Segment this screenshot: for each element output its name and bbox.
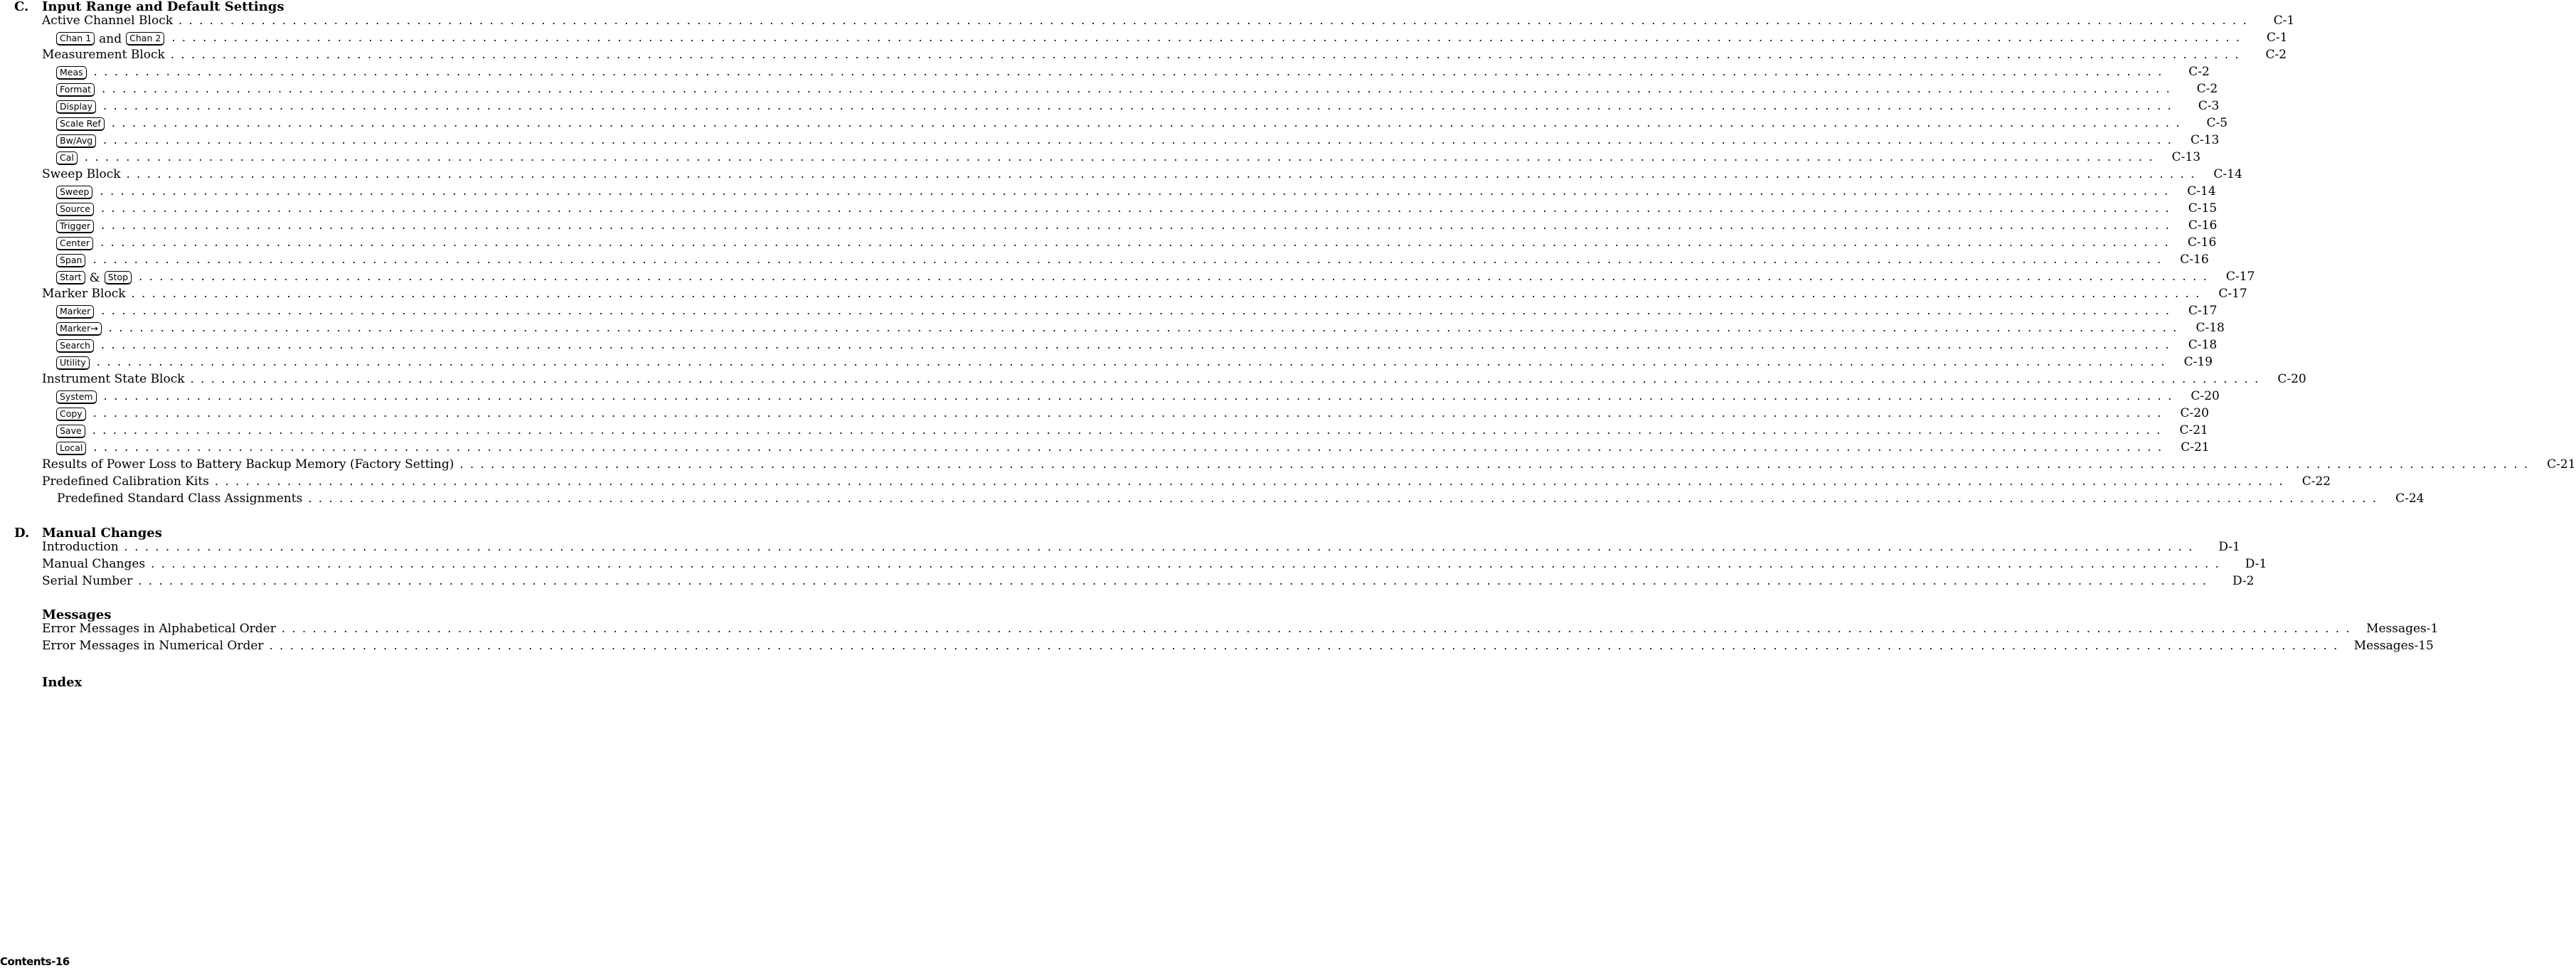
page-number: C-13: [2190, 133, 2220, 147]
dot-leader: ........................................................................................................................................................................................................: [92, 406, 2168, 420]
dot-leader: ........................................................................................................................................................................................................: [84, 150, 2160, 164]
hardkey-label: Meas: [56, 66, 87, 80]
entry-title: [56, 356, 91, 370]
hardkey-label: Chan 1: [56, 32, 95, 46]
dot-leader: ........................................................................................................................................................................................................: [103, 133, 2178, 147]
entry-title: [56, 117, 106, 131]
page-number: C-14: [2187, 184, 2216, 198]
entry-title: Error Messages in Alphabetical Order: [42, 622, 276, 636]
toc-entry[interactable]: [56, 269, 2255, 285]
page-number: C-21: [2547, 457, 2576, 472]
page-number: C-20: [2277, 372, 2306, 386]
section-title: Index: [42, 675, 83, 690]
hardkey-label: Sweep: [56, 186, 92, 199]
dot-leader: ........................................................................................................................................................................................................: [308, 491, 2383, 505]
dot-leader: ........................................................................................................................................................................................................: [214, 474, 2290, 488]
page-number: D-2: [2232, 574, 2255, 588]
dot-leader: ........................................................................................................................................................................................................: [171, 31, 2247, 44]
page-number: C-22: [2301, 474, 2331, 489]
page-number: C-13: [2171, 150, 2201, 164]
dot-leader: ........................................................................................................................................................................................................: [100, 201, 2176, 215]
page-number: C-18: [2196, 321, 2225, 335]
toc-entry[interactable]: [42, 539, 2240, 555]
entry-title: Manual Changes: [42, 557, 146, 571]
toc-entry[interactable]: [56, 81, 2218, 97]
dot-leader: ........................................................................................................................................................................................................: [111, 116, 2187, 129]
section-heading: [42, 676, 82, 690]
page-number: C-21: [2179, 423, 2208, 437]
dot-leader: ........................................................................................................................................................................................................: [179, 14, 2254, 27]
dot-leader: ........................................................................................................................................................................................................: [108, 321, 2183, 334]
entry-title: [56, 339, 95, 353]
dot-leader: ........................................................................................................................................................................................................: [100, 184, 2175, 198]
page-number: D-1: [2218, 540, 2240, 554]
toc-entry[interactable]: [57, 491, 2425, 506]
dot-leader: ........................................................................................................................................................................................................: [139, 270, 2214, 283]
page-number: C-14: [2213, 167, 2242, 181]
toc-entry[interactable]: [42, 47, 2287, 63]
toc-entry[interactable]: [56, 132, 2220, 148]
dot-leader: ........................................................................................................................................................................................................: [269, 639, 2344, 652]
page-number: C-2: [2265, 48, 2287, 62]
toc-entry[interactable]: [42, 457, 2576, 472]
toc-entry[interactable]: [42, 638, 2434, 654]
hardkey-label: Scale Ref: [56, 117, 105, 131]
entry-title: Predefined Calibration Kits: [42, 474, 209, 489]
toc-entry[interactable]: [56, 184, 2216, 199]
toc-entry[interactable]: [56, 320, 2225, 336]
entry-title: [56, 237, 95, 250]
dot-leader: ........................................................................................................................................................................................................: [281, 622, 2357, 635]
page-footer: Contents-16: [0, 955, 70, 968]
entry-title: [56, 408, 87, 421]
section-letter: C.: [14, 0, 29, 14]
hardkey-label: Display: [56, 100, 96, 114]
entry-title: [56, 220, 95, 233]
dot-leader: ........................................................................................................................................................................................................: [190, 372, 2265, 385]
entry-title: Sweep Block: [42, 167, 121, 181]
toc-entry[interactable]: [42, 286, 2247, 302]
entry-title: Active Channel Block: [42, 14, 174, 28]
hardkey-label: Copy: [56, 408, 86, 421]
hardkey-label: Span: [56, 254, 85, 267]
entry-title: Serial Number: [42, 574, 133, 588]
page-number: C-1: [2273, 14, 2295, 28]
page-number: C-19: [2183, 355, 2213, 369]
hardkey-label: Format: [56, 83, 95, 97]
page-number: Messages-1: [2366, 622, 2439, 636]
toc-entry[interactable]: [56, 422, 2208, 438]
toc-entry[interactable]: [56, 64, 2210, 80]
hardkey-label: Trigger: [56, 220, 94, 233]
toc-entry[interactable]: [42, 573, 2255, 589]
dot-leader: ........................................................................................................................................................................................................: [126, 167, 2201, 181]
dot-leader: ........................................................................................................................................................................................................: [138, 574, 2213, 587]
entry-title: Instrument State Block: [42, 372, 185, 386]
hardkey-label: Save: [56, 425, 85, 438]
entry-title: [56, 134, 97, 148]
dot-leader: ........................................................................................................................................................................................................: [92, 252, 2168, 266]
dot-leader: ........................................................................................................................................................................................................: [170, 48, 2246, 61]
page-number: C-16: [2180, 252, 2209, 267]
page-number: C-3: [2198, 99, 2220, 113]
toc-entry[interactable]: [42, 556, 2267, 572]
hardkey-label: Search: [56, 339, 94, 353]
hardkey-label: System: [56, 390, 97, 404]
toc-entry[interactable]: [56, 337, 2218, 353]
conjunction-text: and: [99, 31, 122, 46]
hardkey-label: Marker: [56, 305, 94, 319]
hardkey-label: Utility: [56, 356, 90, 370]
page-number: C-16: [2187, 235, 2217, 250]
dot-leader: ........................................................................................................................................................................................................: [131, 287, 2206, 300]
conjunction-text: &: [89, 270, 100, 285]
hardkey-label: Source: [56, 203, 94, 216]
hardkey-label: Center: [56, 237, 93, 250]
page-number: C-17: [2225, 270, 2255, 284]
section-title: Input Range and Default Settings: [42, 0, 284, 14]
entry-title: [56, 390, 98, 404]
toc-entry[interactable]: [56, 235, 2217, 250]
toc-entry[interactable]: [42, 166, 2242, 182]
entry-title: [56, 66, 88, 80]
page-number: C-24: [2395, 491, 2425, 506]
page-number: C-17: [2218, 287, 2247, 301]
page-number: C-5: [2206, 116, 2228, 130]
entry-title: Error Messages in Numerical Order: [42, 639, 264, 653]
entry-title: [56, 254, 87, 267]
entry-title: [56, 305, 95, 319]
dot-leader: ........................................................................................................................................................................................................: [459, 457, 2535, 471]
dot-leader: ........................................................................................................................................................................................................: [96, 355, 2171, 368]
hardkey-label: Bw/Avg: [56, 134, 96, 148]
hardkey-label: Start: [56, 271, 85, 284]
toc-entry[interactable]: [56, 218, 2218, 233]
dot-leader: ........................................................................................................................................................................................................: [151, 557, 2226, 570]
entry-title: [56, 186, 94, 199]
page-number: C-21: [2181, 440, 2210, 454]
entry-title: [56, 442, 87, 455]
page-number: C-18: [2188, 338, 2218, 352]
dot-leader: ........................................................................................................................................................................................................: [92, 423, 2167, 437]
toc-entry[interactable]: [56, 405, 2209, 421]
hardkey-label: Cal: [56, 151, 78, 165]
hardkey-label: Chan 2: [126, 32, 164, 46]
toc-entry[interactable]: [42, 371, 2306, 387]
section-heading: [14, 0, 284, 14]
page-number: C-20: [2180, 406, 2209, 420]
toc-entry[interactable]: [56, 201, 2218, 216]
entry-title: Introduction: [42, 540, 119, 554]
section-title: Messages: [42, 607, 112, 622]
page-number: C-2: [2188, 65, 2210, 79]
entry-title: [56, 83, 96, 97]
entry-title: [56, 203, 95, 216]
dot-leader: ........................................................................................................................................................................................................: [103, 99, 2178, 112]
dot-leader: ........................................................................................................................................................................................................: [93, 65, 2168, 78]
dot-leader: ........................................................................................................................................................................................................: [93, 440, 2168, 454]
entry-title: [56, 270, 133, 286]
toc-entry[interactable]: [42, 474, 2331, 489]
entry-title: [56, 322, 103, 336]
toc-entry[interactable]: [42, 621, 2439, 637]
toc-entry[interactable]: [56, 440, 2210, 455]
toc-entry[interactable]: [56, 388, 2220, 404]
dot-leader: ........................................................................................................................................................................................................: [101, 304, 2176, 317]
toc-entry[interactable]: [56, 303, 2218, 319]
page-number: C-2: [2196, 82, 2218, 96]
dot-leader: ........................................................................................................................................................................................................: [100, 235, 2176, 249]
entry-title: Predefined Standard Class Assignments: [57, 491, 303, 506]
entry-title: [56, 151, 79, 165]
entry-title: [56, 100, 97, 114]
entry-title: [56, 31, 166, 47]
entry-title: Results of Power Loss to Battery Backup Memory (Factory Setting): [42, 457, 454, 472]
section-title: Manual Changes: [42, 526, 162, 541]
dot-leader: ........................................................................................................................................................................................................: [102, 82, 2177, 95]
section-letter: D.: [14, 526, 30, 541]
toc-entry[interactable]: [42, 13, 2295, 28]
entry-title: [56, 425, 87, 438]
toc-entry[interactable]: [56, 149, 2201, 165]
entry-title: Marker Block: [42, 287, 126, 301]
section-heading: [14, 526, 162, 541]
page-number: C-16: [2188, 218, 2218, 233]
hardkey-label: Stop: [105, 271, 132, 284]
dot-leader: ........................................................................................................................................................................................................: [124, 540, 2199, 553]
page-number: C-1: [2266, 31, 2288, 45]
page-number: C-20: [2191, 389, 2220, 403]
dot-leader: ........................................................................................................................................................................................................: [103, 389, 2178, 403]
page-number: D-1: [2245, 557, 2267, 571]
dot-leader: ........................................................................................................................................................................................................: [100, 338, 2176, 351]
toc-entry[interactable]: [56, 98, 2220, 114]
page-number: Messages-15: [2353, 639, 2434, 653]
page-number: C-15: [2188, 201, 2218, 216]
toc-entry[interactable]: [56, 30, 2288, 46]
hardkey-label: Local: [56, 442, 86, 455]
toc-entry[interactable]: [56, 115, 2228, 131]
entry-title: Measurement Block: [42, 48, 165, 62]
hardkey-label: Marker→: [56, 322, 102, 336]
section-heading: [42, 608, 111, 622]
toc-entry[interactable]: [56, 354, 2213, 370]
toc-entry[interactable]: [56, 252, 2209, 267]
dot-leader: ........................................................................................................................................................................................................: [101, 218, 2176, 232]
page-number: C-17: [2188, 304, 2218, 318]
